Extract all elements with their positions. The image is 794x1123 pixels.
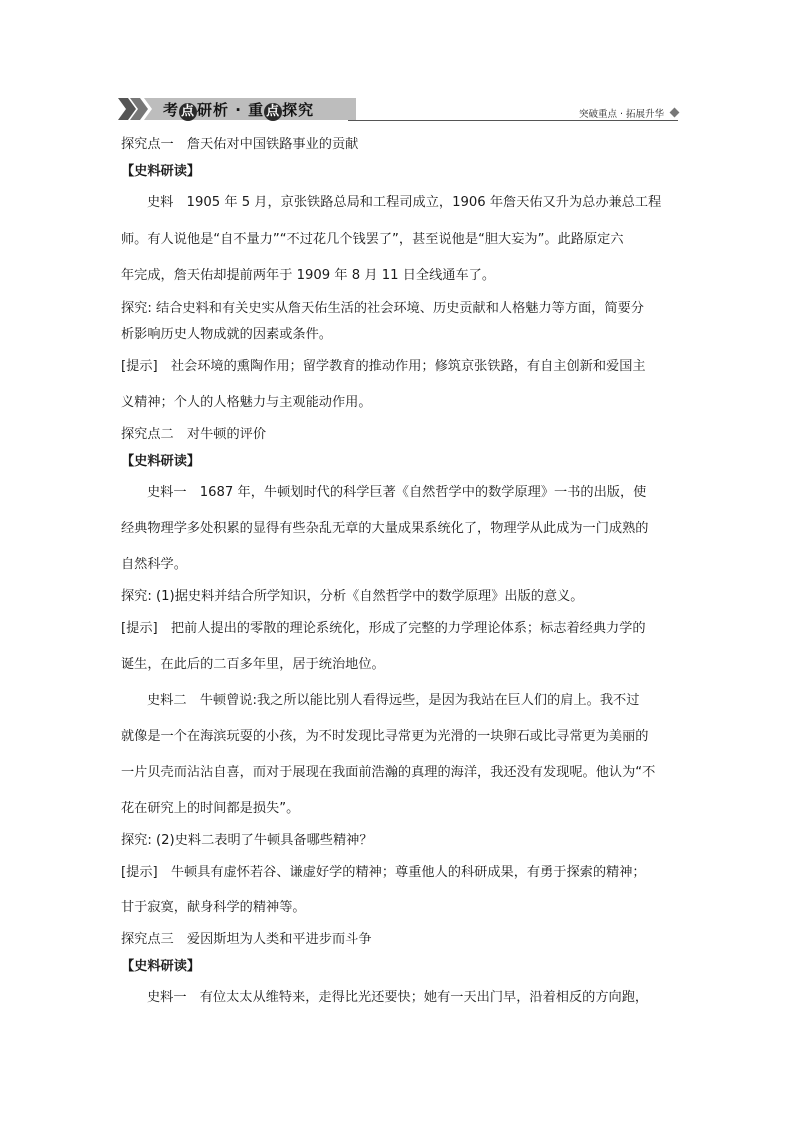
section-header-bar: [118, 96, 680, 122]
section-subheading: 【史料研读】: [121, 959, 201, 974]
paragraph-line: 花在研究上的时间都是损失”。: [121, 801, 300, 816]
header-title: [163, 99, 314, 121]
paragraph-line: 一片贝壳而沾沾自喜，而对于展现在我面前浩瀚的真理的海洋，我还没有发现呢。他认为“不: [121, 765, 656, 780]
header-subtitle: 突破重点 · 拓展升华: [578, 109, 664, 120]
answer-line: 甘于寂寞，献身科学的精神等。: [121, 900, 306, 915]
header-title-circle: 点: [266, 104, 281, 119]
paragraph-line: 年完成，詹天佑却提前两年于 1909 年 8 月 11 日全线通车了。: [121, 268, 496, 283]
section-subheading: 【史料研读】: [121, 164, 201, 179]
answer-line: [提示] 牛顿具有虚怀若谷、谦虚好学的精神；尊重他人的科研成果，有勇于探索的精神；: [121, 865, 646, 880]
section-title: 探究点二 对牛顿的评价: [121, 427, 267, 442]
question-line: 探究: 结合史料和有关史实从詹天佑生活的社会环境、历史贡献和人格魅力等方面，简要分: [121, 301, 644, 316]
header-title-circle: 点: [181, 104, 196, 119]
section-subheading: 【史料研读】: [121, 454, 201, 469]
diamond-icon: [670, 108, 680, 118]
question-line: 析影响历史人物成就的因素或条件。: [121, 327, 332, 342]
answer-line: [提示] 把前人提出的零散的理论系统化，形成了完整的力学理论体系；标志着经典力学的: [121, 621, 646, 636]
answer-line: 诞生，在此后的二百多年里，居于统治地位。: [121, 657, 385, 672]
paragraph-line: 史料 1905 年 5 月，京张铁路总局和工程司成立，1906 年詹天佑又升为总办兼总工程: [147, 195, 662, 210]
paragraph-line: 就像是一个在海滨玩耍的小孩，为不时发现比寻常更为光滑的一块卵石或比寻常更为美丽的: [121, 729, 649, 744]
question-line: 探究: (1)据史料并结合所学知识，分析《自然哲学中的数学原理》出版的意义。: [121, 589, 584, 604]
section-title: 探究点三 爱因斯坦为人类和平进步而斗争: [121, 932, 372, 947]
answer-line: [提示] 社会环境的熏陶作用；留学教育的推动作用；修筑京张铁路，有自主创新和爱国主: [121, 359, 646, 374]
question-line: 探究: (2)史料二表明了牛顿具备哪些精神？: [121, 833, 373, 848]
header-title-part: 探究: [282, 101, 315, 119]
paragraph-line: 史料一 1687 年，牛顿划时代的科学巨著《自然哲学中的数学原理》一书的出版，使: [147, 485, 647, 500]
section-title: 探究点一 詹天佑对中国铁路事业的贡献: [121, 137, 359, 152]
answer-line: 义精神；个人的人格魅力与主观能动作用。: [121, 395, 372, 410]
header-title-part: 考: [163, 101, 180, 119]
paragraph-line: 师。有人说他是“自不量力”“不过花几个钱罢了”，甚至说他是“胆大妄为”。此路原定六: [121, 232, 624, 247]
paragraph-line: 史料二 牛顿曾说:我之所以能比别人看得远些，是因为我站在巨人们的肩上。我不过: [147, 693, 640, 708]
paragraph-line: 史料一 有位太太从维特来，走得比光还要快；她有一天出门早，沿着相反的方向跑，: [147, 990, 649, 1005]
header-title-part: 研析 · 重: [197, 101, 265, 119]
paragraph-line: 经典物理学多处积累的显得有些杂乱无章的大量成果系统化了，物理学从此成为一门成熟的: [121, 521, 649, 536]
header-rule: [348, 120, 678, 121]
paragraph-line: 自然科学。: [121, 557, 187, 572]
